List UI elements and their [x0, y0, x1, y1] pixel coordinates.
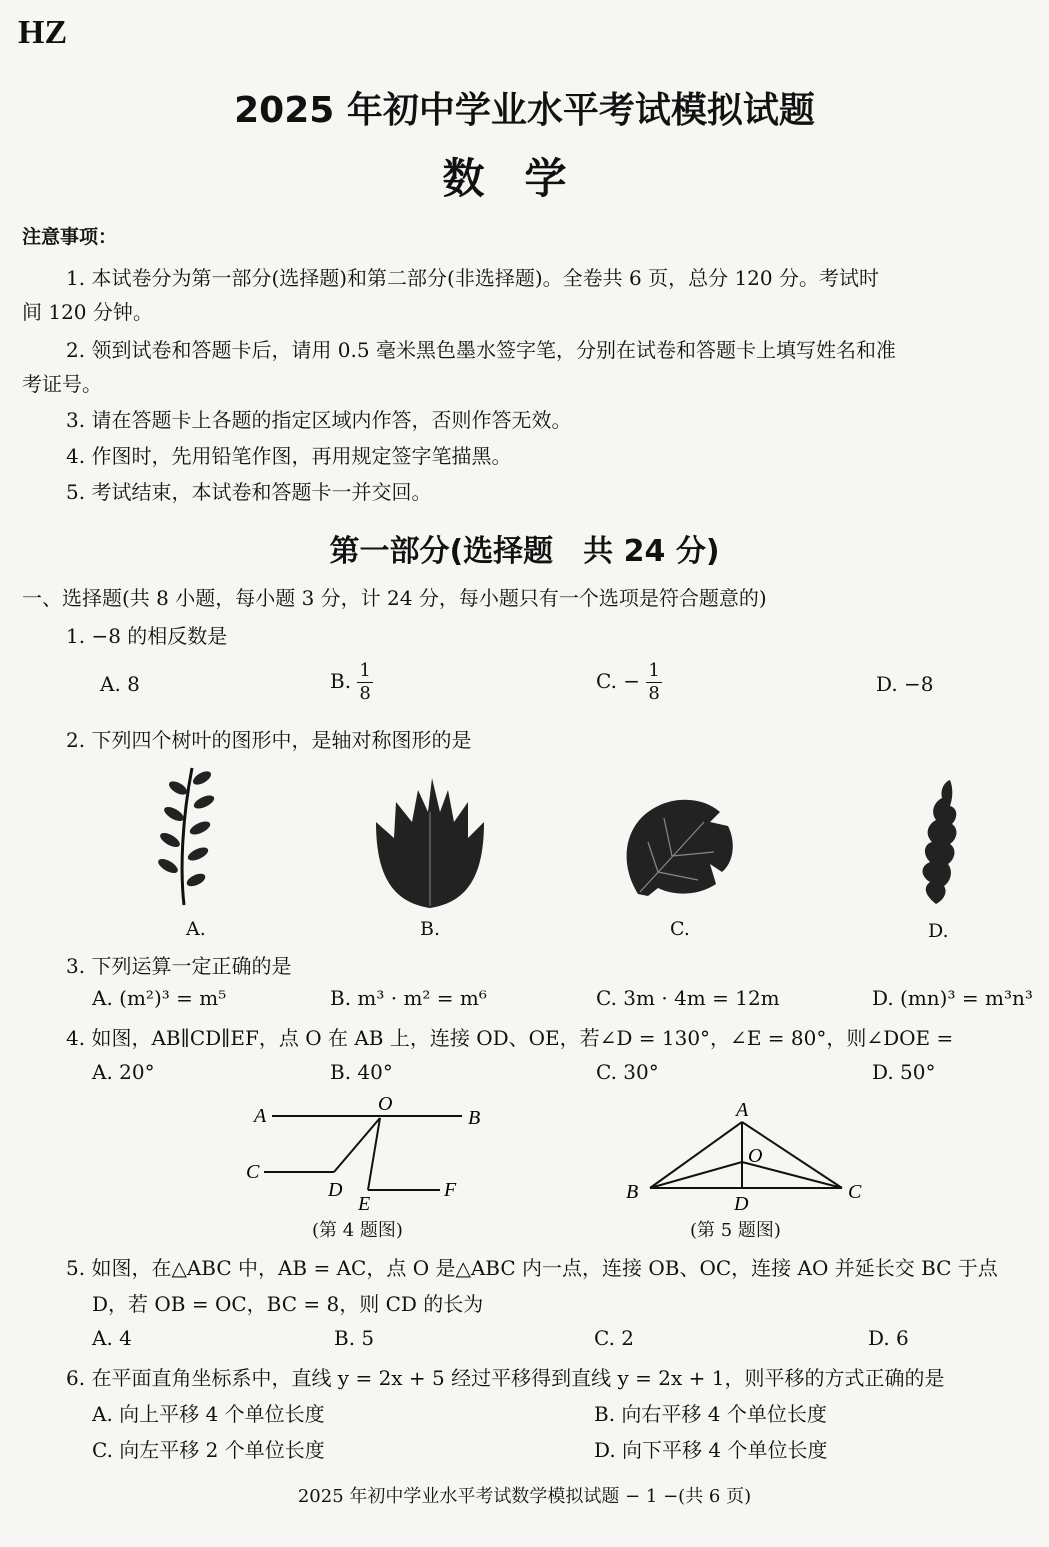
fig5-label-c: C [848, 1181, 862, 1203]
notice-item: 间 120 分钟。 [22, 300, 153, 324]
q6-option-a: A. 向上平移 4 个单位长度 [92, 1402, 325, 1426]
section-heading: 一、选择题(共 8 小题，每小题 3 分，计 24 分，每小题只有一个选项是符合题意的) [22, 586, 767, 610]
q3-option-a: A. (m²)³ = m⁵ [92, 986, 227, 1010]
leaf-a-image [150, 760, 230, 910]
q6-stem: 6. 在平面直角坐标系中，直线 y = 2x + 5 经过平移得到直线 y = 2x + 1，则平移的方式正确的是 [66, 1366, 945, 1390]
fig5-label-d: D [734, 1193, 749, 1214]
subject-title: 数学 [442, 154, 607, 203]
fig4-label-e: E [358, 1193, 371, 1214]
q5-option-c: C. 2 [594, 1326, 635, 1350]
q4-option-a: A. 20° [92, 1060, 155, 1084]
q6-option-b: B. 向右平移 4 个单位长度 [594, 1402, 827, 1426]
q3-option-d: D. (mn)³ = m³n³ [872, 986, 1033, 1010]
q6-option-c: C. 向左平移 2 个单位长度 [92, 1438, 325, 1462]
fig4-label-c: C [246, 1161, 260, 1183]
paper-code: HZ [18, 14, 68, 51]
q5-option-a: A. 4 [92, 1326, 132, 1350]
q1-option-d: D. −8 [876, 672, 934, 696]
leaf-d-label: D. [928, 920, 949, 942]
q1-c-numerator: 1 [648, 660, 660, 681]
notice-item: 5. 考试结束，本试卷和答题卡一并交回。 [66, 480, 432, 504]
q3-option-b: B. m³ · m² = m⁶ [330, 986, 487, 1010]
q1-b-numerator: 1 [359, 660, 371, 681]
figure-4-caption: (第 4 题图) [312, 1220, 403, 1241]
notice-item: 3. 请在答题卡上各题的指定区域内作答，否则作答无效。 [66, 408, 572, 432]
figure-4-diagram [240, 1090, 500, 1214]
page-footer: 2025 年初中学业水平考试数学模拟试题 − 1 −(共 6 页) [297, 1486, 752, 1507]
q5-option-b: B. 5 [334, 1326, 375, 1350]
fig5-label-b: B [626, 1181, 639, 1203]
fig4-label-a: A [254, 1105, 267, 1127]
q4-option-b: B. 40° [330, 1060, 393, 1084]
q1-b-denominator: 8 [359, 683, 371, 704]
notice-item: 2. 领到试卷和答题卡后，请用 0.5 毫米黑色墨水签字笔，分别在试卷和答题卡上填写姓名和准 [66, 338, 896, 362]
leaf-b-label: B. [420, 918, 441, 940]
part1-title: 第一部分(选择题 共 24 分) [329, 534, 720, 569]
exam-title: 2025 年初中学业水平考试模拟试题 [234, 90, 815, 131]
q1-b-fraction [357, 660, 372, 705]
q2-stem: 2. 下列四个树叶的图形中，是轴对称图形的是 [66, 728, 472, 752]
fig4-label-b: B [468, 1107, 481, 1129]
leaf-c-label: C. [670, 918, 690, 940]
q1-c-fraction [646, 660, 661, 705]
leaf-a-label: A. [186, 918, 206, 940]
q1-option-c [596, 660, 662, 705]
q3-option-c: C. 3m · 4m = 12m [596, 986, 780, 1010]
notice-heading: 注意事项： [22, 226, 118, 248]
fig4-label-o: O [378, 1093, 393, 1115]
fig4-label-f: F [444, 1179, 457, 1201]
figure-5-diagram [620, 1096, 870, 1214]
notice-item: 考证号。 [22, 372, 102, 396]
q1-option-a: A. 8 [100, 672, 140, 696]
fig4-label-d: D [328, 1179, 343, 1201]
q1-stem: 1. −8 的相反数是 [66, 624, 228, 648]
notice-item: 1. 本试卷分为第一部分(选择题)和第二部分(非选择题)。全卷共 6 页，总分 120 分。考试时 [66, 266, 879, 290]
q3-stem: 3. 下列运算一定正确的是 [66, 954, 292, 978]
leaf-b-image [370, 772, 490, 912]
figure-5-caption: (第 5 题图) [690, 1220, 781, 1241]
q1-c-denominator: 8 [648, 683, 660, 704]
q5-stem: 5. 如图，在△ABC 中，AB = AC，点 O 是△ABC 内一点，连接 OB、OC，连接 AO 并延长交 BC 于点 [66, 1256, 998, 1280]
q6-option-d: D. 向下平移 4 个单位长度 [594, 1438, 828, 1462]
fig5-label-o: O [748, 1145, 763, 1167]
q1-option-b [330, 660, 373, 705]
q1-c-label: C. − [596, 669, 641, 693]
q1-b-label: B. [330, 669, 352, 693]
leaf-c-image [618, 792, 738, 902]
q4-option-d: D. 50° [872, 1060, 936, 1084]
notice-item: 4. 作图时，先用铅笔作图，再用规定签字笔描黑。 [66, 444, 512, 468]
q4-stem: 4. 如图，AB∥CD∥EF，点 O 在 AB 上，连接 OD、OE，若∠D = 130°，∠E = 80°，则∠DOE = [66, 1026, 954, 1050]
q5-option-d: D. 6 [868, 1326, 909, 1350]
fig5-label-a: A [736, 1099, 749, 1121]
q4-option-c: C. 30° [596, 1060, 659, 1084]
leaf-d-image [912, 776, 966, 908]
q5-stem-cont: D，若 OB = OC，BC = 8，则 CD 的长为 [92, 1292, 484, 1316]
